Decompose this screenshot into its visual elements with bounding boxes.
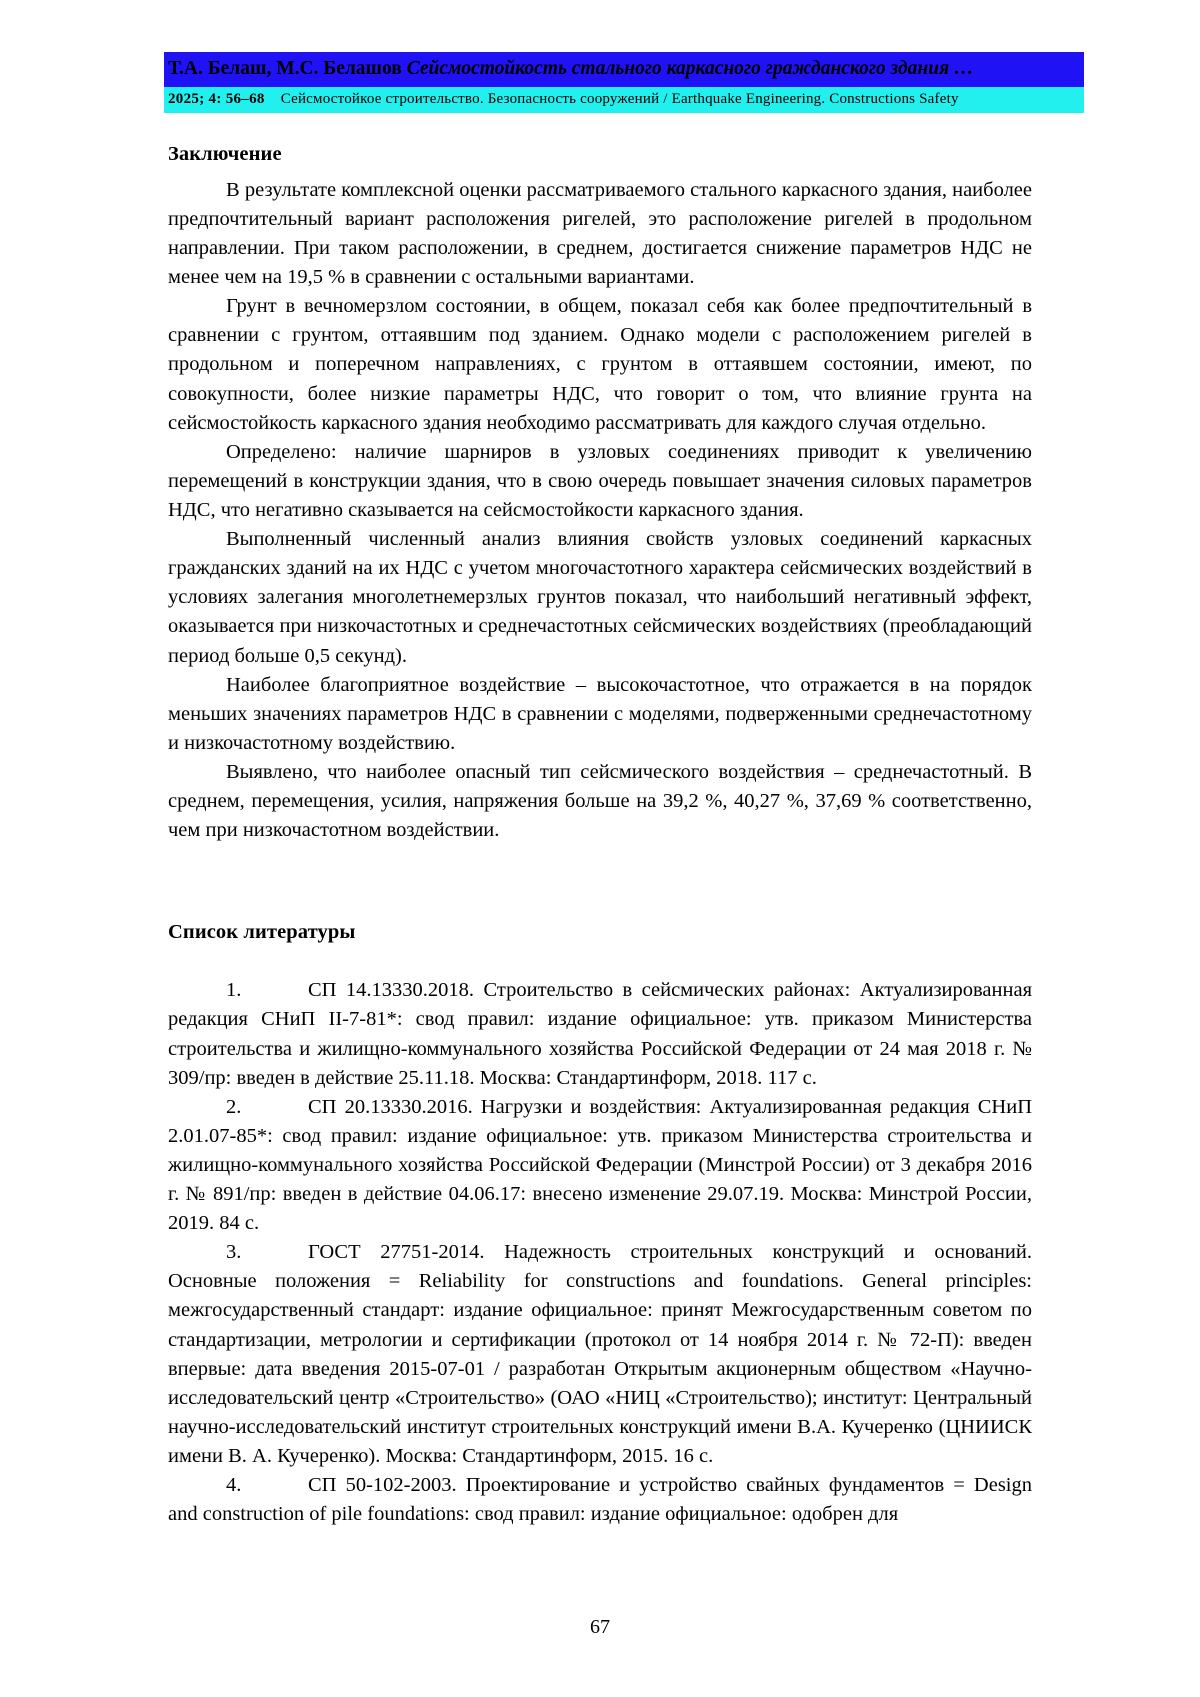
reference-number: 2. <box>226 1095 242 1118</box>
conclusion-paragraph: Наиболее благоприятное воздействие – высокочастотное, что отражается в на порядок меньших значениях параметров НДС в сравнении с моделями, подверженными среднечастотному и низкочастотному воздействию. <box>168 673 1032 754</box>
reference-number: 3. <box>226 1241 242 1264</box>
running-head <box>164 52 1084 113</box>
running-head-issue: 2025; 4: 56–68 <box>168 91 265 108</box>
references-spacer <box>168 954 1032 976</box>
running-head-journal-name: Сейсмостойкое строительство. Безопасность сооружений / Earthquake Engineering. Constructions Safety <box>280 91 959 108</box>
reference-number: 4. <box>226 1474 242 1497</box>
conclusion-paragraph: Выявлено, что наиболее опасный тип сейсмического воздействия – среднечастотный. В среднем, перемещения, усилия, напряжения больше на 39,2 %, 40,27 %, 37,69 % соответственно, чем при низкочастотном воздействии. <box>168 760 1032 842</box>
reference-item <box>168 1471 1032 1529</box>
running-head-title-band <box>164 52 1084 87</box>
conclusion-heading: Заключение <box>168 142 282 165</box>
conclusion-paragraph: Грунт в вечномерзлом состоянии, в общем, показал себя как более предпочтительный в сравнении с грунтом, оттаявшим под зданием. Однако модели с расположением ригелей в продольном и поперечном направлениях, с грунтом в оттаявшем состоянии, имеют, по совокупности, более низкие параметры НДС, что говорит о том, что влияние грунта на сейсмостойкость каркасного здания необходимо рассматривать для каждого случая отдельно. <box>168 295 1032 434</box>
reference-item <box>168 1093 1032 1239</box>
running-head-journal-band <box>164 87 1084 113</box>
reference-text: СП 20.13330.2016. Нагрузки и воздействия: Актуализированная редакция СНиП 2.01.07-85*: свод правил: издание официальное: утв. приказом Министерства строительства и жилищно-коммунального хозяйства Российской Федерации (Минстрой России) от 3 декабря 2016 г. № 891/пр: введен в действие 04.06.17: внесено изменение 29.07.19. Москва: Минстрой России, 2019. 84 с. <box>168 1095 1032 1235</box>
running-head-authors: Т.А. Белаш, М.С. Белашов <box>168 58 402 79</box>
page-number: 67 <box>590 1616 610 1638</box>
running-head-paper-title: Сейсмостойкость стального каркасного гражданского здания … <box>406 58 974 79</box>
conclusion-paragraph: В результате комплексной оценки рассматриваемого стального каркасного здания, наиболее предпочтительный вариант расположения ригелей, это расположение ригелей в продольном направлении. При таком расположении, в среднем, достигается снижение параметров НДС не менее чем на 19,5 % в сравнении с остальными вариантами. <box>168 178 1032 289</box>
reference-item <box>168 1238 1032 1471</box>
references-heading: Список литературы <box>168 921 356 944</box>
references-list <box>168 976 1032 1529</box>
reference-text: ГОСТ 27751-2014. Надежность строительных конструкций и оснований. Основные положения = Reliability for constructions and foundations. General principles: межгосударственный стандарт: издание официальное: принят Межгосударственным советом по стандартизации, метрологии и сертификации (протокол от 14 ноября 2014 г. № 72-П): введен впервые: дата введения 2015-07-01 / разработан Открытым акционерным обществом «Научно-исследовательский центр «Строительство» (ОАО «НИЦ «Строительство); институт: Центральный научно-исследовательский институт строительных конструкций имени В.А. Кучеренко (ЦНИИСК имени В. А. Кучеренко). Москва: Стандартинформ, 2015. 16 с. <box>168 1241 1032 1468</box>
conclusion-paragraph: Выполненный численный анализ влияния свойств узловых соединений каркасных гражданских зданий на их НДС с учетом многочастотного характера сейсмических воздействий в условиях залегания многолетнемерзлых грунтов показал, что наибольший негативный эффект, оказывается при низкочастотных и среднечастотных сейсмических воздействиях (преобладающий период больше 0,5 секунд). <box>168 528 1032 667</box>
section-spacer <box>168 845 1032 891</box>
reference-text: СП 14.13330.2018. Строительство в сейсмических районах: Актуализированная редакция СНиП II-7-81*: свод правил: издание официальное: утв. приказом Министерства строительства и жилищно-коммунального хозяйства Российской Федерации от 24 мая 2018 г. № 309/пр: введен в действие 25.11.18. Москва: Стандартинформ, 2018. 117 с. <box>168 979 1032 1089</box>
reference-number: 1. <box>226 979 242 1002</box>
conclusion-paragraph: Определено: наличие шарниров в узловых соединениях приводит к увеличению перемещений в конструкции здания, что в свою очередь повышает значения силовых параметров НДС, что негативно сказывается на сейсмостойкости каркасного здания. <box>168 440 1032 521</box>
reference-item <box>168 976 1032 1092</box>
reference-text: СП 50-102-2003. Проектирование и устройство свайных фундаментов = Design and construction of pile foundations: свод правил: издание официальное: одобрен для <box>168 1474 1032 1526</box>
